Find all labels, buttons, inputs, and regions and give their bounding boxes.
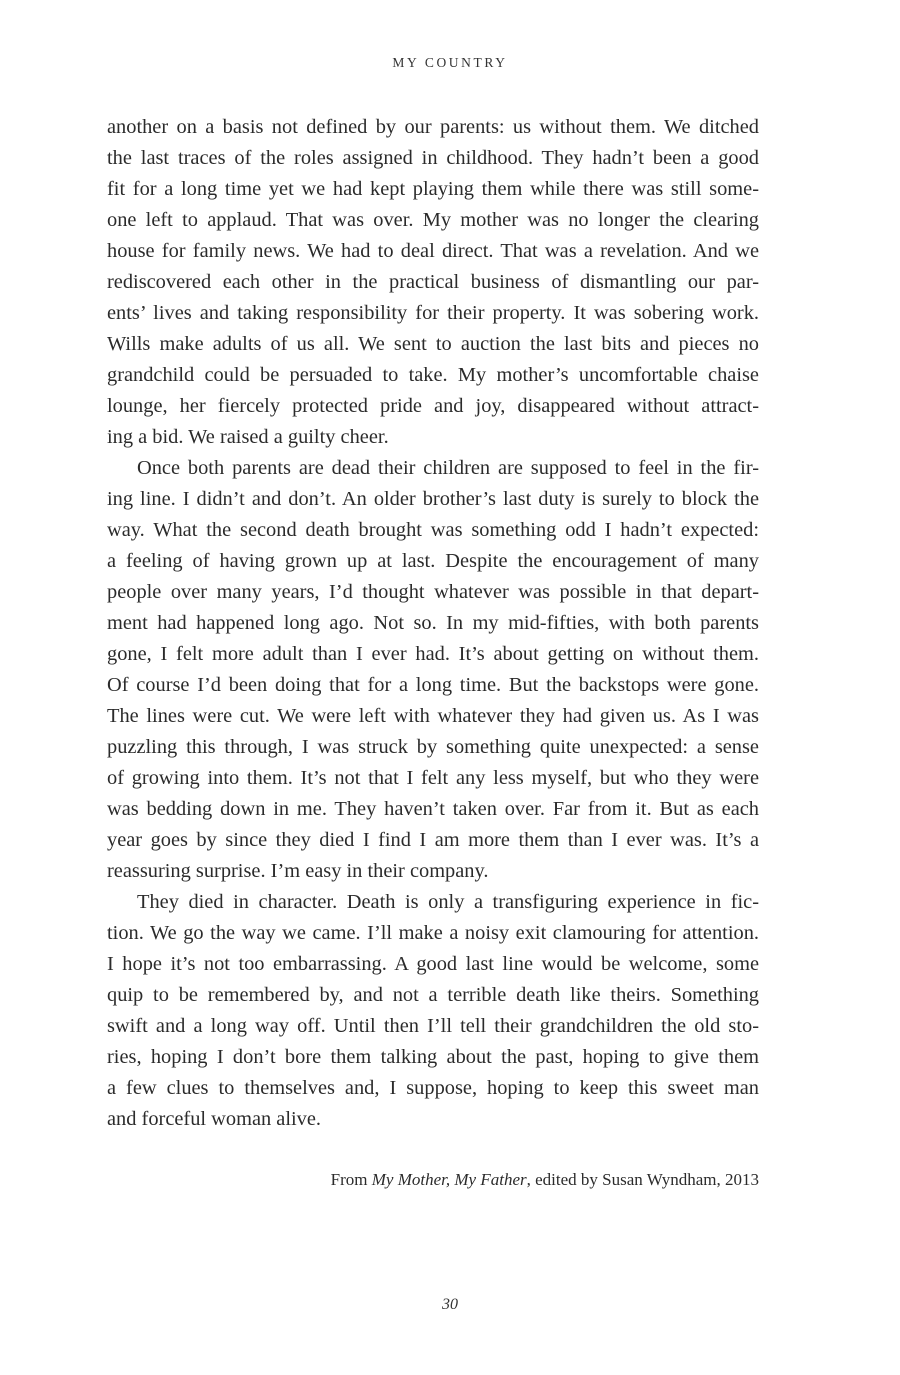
text-line: ing line. I didn’t and don’t. An older brother’s last duty is surely to block the	[107, 488, 759, 510]
text-line: people over many years, I’d thought whatever was possible in that depart-	[107, 581, 759, 603]
text-line: a few clues to themselves and, I suppose, hoping to keep this sweet man	[107, 1077, 759, 1099]
text-line: year goes by since they died I find I am more them than I ever was. It’s a	[107, 829, 759, 851]
text-line: I hope it’s not too embarrassing. A good last line would be welcome, some	[107, 953, 759, 975]
text-line: grandchild could be persuaded to take. My mother’s uncomfortable chaise	[107, 364, 759, 386]
text-line: a feeling of having grown up at last. Despite the encouragement of many	[107, 550, 759, 572]
text-line: ries, hoping I don’t bore them talking about the past, hoping to give them	[107, 1046, 759, 1068]
text-line: Of course I’d been doing that for a long time. But the backstops were gone.	[107, 674, 759, 696]
source-suffix: , edited by Susan Wyndham, 2013	[526, 1170, 759, 1189]
text-line: of growing into them. It’s not that I felt any less myself, but who they were	[107, 767, 759, 789]
text-line: the last traces of the roles assigned in childhood. They hadn’t been a good	[107, 147, 759, 169]
text-line: fit for a long time yet we had kept playing them while there was still some-	[107, 178, 759, 200]
text-line: They died in character. Death is only a transfiguring experience in fic-	[137, 891, 759, 913]
text-line: ents’ lives and taking responsibility for their property. It was sobering work.	[107, 302, 759, 324]
text-line: way. What the second death brought was something odd I hadn’t expected:	[107, 519, 759, 541]
source-citation	[331, 1170, 759, 1190]
text-line: ment had happened long ago. Not so. In my mid-fifties, with both parents	[107, 612, 759, 634]
paragraph-1	[107, 112, 759, 453]
text-line: another on a basis not defined by our parents: us without them. We ditched	[107, 116, 759, 138]
text-line: lounge, her fiercely protected pride and joy, disappeared without attract-	[107, 395, 759, 417]
text-line: ing a bid. We raised a guilty cheer.	[107, 426, 389, 448]
text-line: reassuring surprise. I’m easy in their company.	[107, 860, 489, 882]
text-line: gone, I felt more adult than I ever had. It’s about getting on without them.	[107, 643, 759, 665]
running-head: MY COUNTRY	[392, 55, 508, 70]
text-line: one left to applaud. That was over. My mother was no longer the clearing	[107, 209, 759, 231]
text-line: Wills make adults of us all. We sent to auction the last bits and pieces no	[107, 333, 759, 355]
text-line: quip to be remembered by, and not a terrible death like theirs. Something	[107, 984, 759, 1006]
source-prefix: From	[330, 1170, 372, 1189]
body-text	[107, 112, 759, 1135]
paragraph-2	[107, 453, 759, 887]
text-line: puzzling this through, I was struck by something quite unexpected: a sense	[107, 736, 759, 758]
text-line: rediscovered each other in the practical business of dismantling our par-	[107, 271, 759, 293]
text-line: was bedding down in me. They haven’t taken over. Far from it. But as each	[107, 798, 759, 820]
text-line: tion. We go the way we came. I’ll make a noisy exit clamouring for attention.	[107, 922, 759, 944]
page-number: 30	[442, 1296, 458, 1313]
text-line: and forceful woman alive.	[107, 1108, 322, 1130]
text-line: swift and a long way off. Until then I’ll tell their grandchildren the old sto-	[107, 1015, 759, 1037]
source-title: My Mother, My Father	[371, 1170, 527, 1189]
text-line: The lines were cut. We were left with whatever they had given us. As I was	[107, 705, 759, 727]
paragraph-3	[107, 887, 759, 1135]
text-line: Once both parents are dead their children are supposed to feel in the fir-	[137, 457, 759, 479]
text-line: house for family news. We had to deal direct. That was a revelation. And we	[107, 240, 759, 262]
